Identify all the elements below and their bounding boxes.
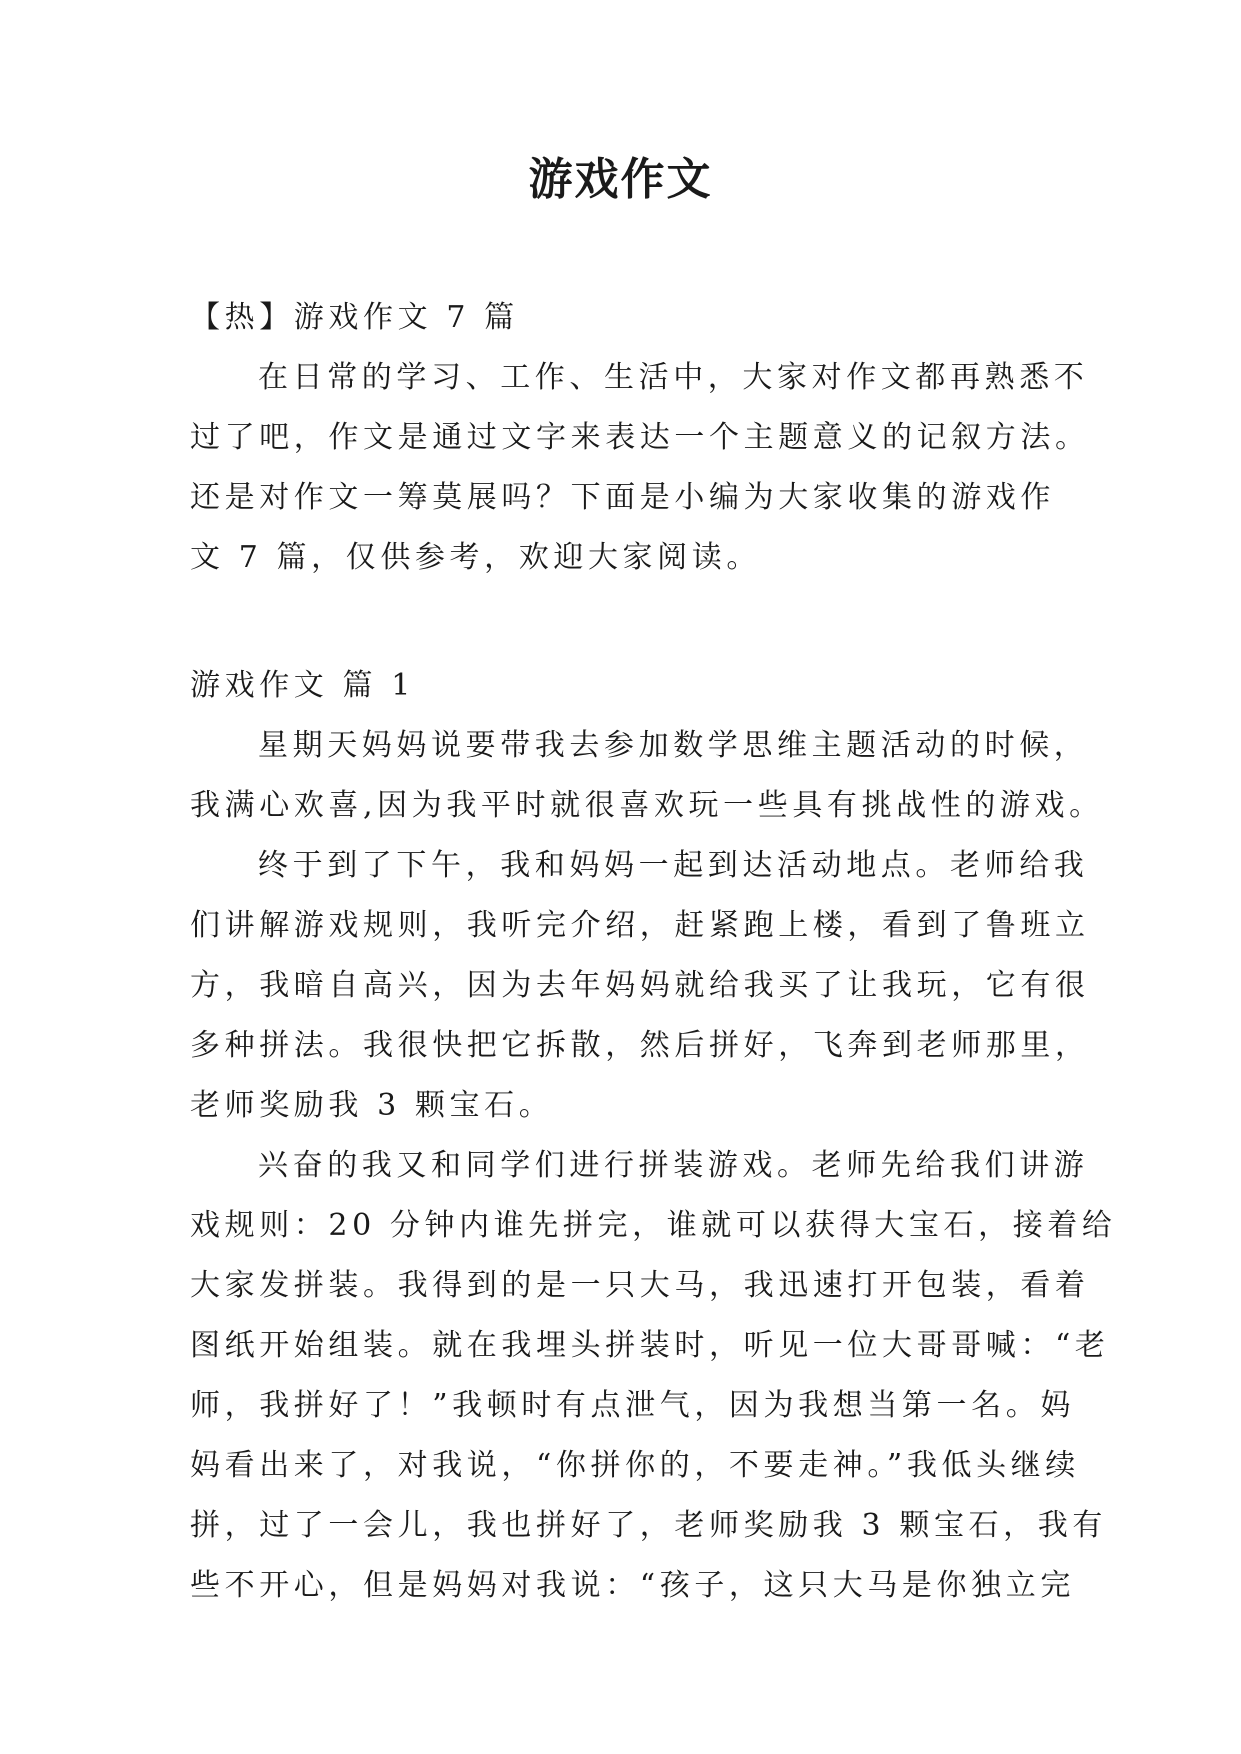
intro-line: 过了吧，作文是通过文字来表达一个主题意义的记叙方法。 xyxy=(190,420,1090,455)
paragraph-line: 我满心欢喜,因为我平时就很喜欢玩一些具有挑战性的游戏。 xyxy=(190,788,1104,823)
intro-line: 还是对作文一筹莫展吗？下面是小编为大家收集的游戏作 xyxy=(190,480,1055,515)
paragraph-line: 星期天妈妈说要带我去参加数学思维主题活动的时候， xyxy=(258,728,1089,763)
paragraph-line: 大家发拼装。我得到的是一只大马，我迅速打开包装，看着 xyxy=(190,1268,1090,1303)
paragraph-line: 终于到了下午，我和妈妈一起到达活动地点。老师给我 xyxy=(258,848,1089,883)
paragraph-line: 拼，过了一会儿，我也拼好了，老师奖励我 3 颗宝石，我有 xyxy=(190,1508,1107,1543)
paragraph-line: 方，我暗自高兴，因为去年妈妈就给我买了让我玩，它有很 xyxy=(190,968,1090,1003)
paragraph-line: 师，我拼好了！”我顿时有点泄气，因为我想当第一名。妈 xyxy=(190,1388,1075,1423)
paragraph-1 xyxy=(190,716,1104,836)
paragraph-line: 些不开心，但是妈妈对我说：“孩子，这只大马是你独立完 xyxy=(190,1568,1075,1603)
paragraph-line: 妈看出来了，对我说，“你拼你的，不要走神。”我低头继续 xyxy=(190,1448,1080,1483)
intro-line: 在日常的学习、工作、生活中，大家对作文都再熟悉不 xyxy=(258,360,1089,395)
paragraph-line: 兴奋的我又和同学们进行拼装游戏。老师先给我们讲游 xyxy=(258,1148,1089,1183)
paragraph-line: 们讲解游戏规则，我听完介绍，赶紧跑上楼，看到了鲁班立 xyxy=(190,908,1090,943)
subtitle: 【热】游戏作文 7 篇 xyxy=(190,300,519,335)
paragraph-3 xyxy=(190,1136,1117,1616)
section-spacer xyxy=(190,588,1070,656)
document-body xyxy=(190,288,1117,1616)
document-title: 游戏作文 xyxy=(528,154,713,205)
intro-paragraph xyxy=(190,348,1090,588)
paragraph-line: 老师奖励我 3 颗宝石。 xyxy=(190,1088,554,1123)
section-heading: 游戏作文 篇 1 xyxy=(190,668,415,703)
intro-line: 文 7 篇，仅供参考，欢迎大家阅读。 xyxy=(190,540,761,575)
paragraph-2 xyxy=(190,836,1090,1136)
paragraph-line: 戏规则：20 分钟内谁先拼完，谁就可以获得大宝石，接着给 xyxy=(190,1208,1117,1243)
paragraph-line: 多种拼法。我很快把它拆散，然后拼好，飞奔到老师那里， xyxy=(190,1028,1090,1063)
paragraph-line: 图纸开始组装。就在我埋头拼装时，听见一位大哥哥喊：“老 xyxy=(190,1328,1110,1363)
